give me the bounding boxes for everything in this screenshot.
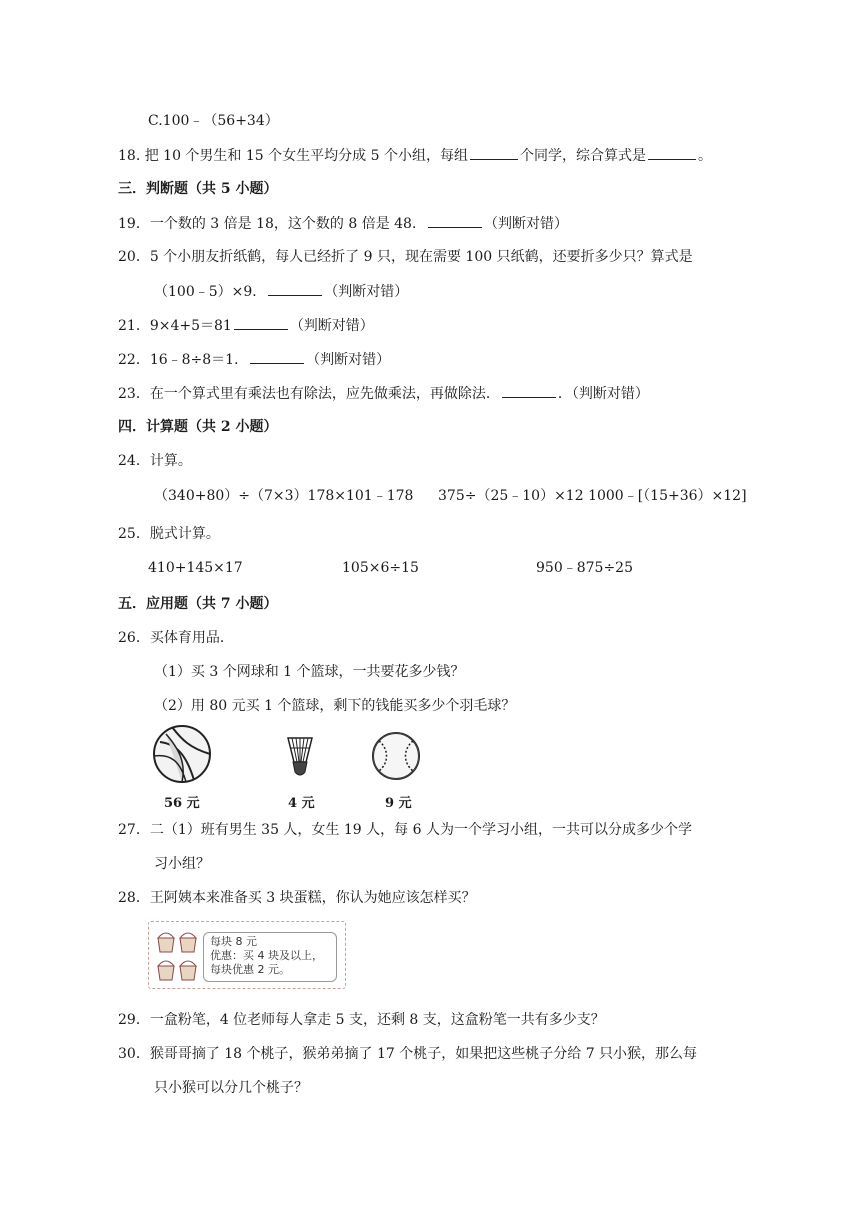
question-21: [118, 315, 374, 336]
q22-text: 22．16﹣8÷8＝1．: [118, 352, 249, 368]
question-20-cont: [154, 281, 408, 302]
q24-expression-1: （340+80）÷（7×3）178×101﹣178: [154, 488, 414, 504]
question-30-cont: 只小猴可以分几个桃子？: [154, 1080, 308, 1096]
cake-note-line-3: 每块优惠 2 元。: [210, 963, 290, 976]
q23-judge: ．（判断对错）: [557, 386, 649, 402]
section-5-heading: 五．应用题（共 7 小题）: [118, 596, 278, 612]
question-27-cont: 习小组？: [154, 856, 210, 872]
basketball-price: 56 元: [164, 796, 200, 811]
shuttlecock-price: 4 元: [288, 796, 315, 811]
answer-blank: [268, 281, 322, 296]
baseball-image: [371, 731, 421, 781]
shuttlecock-image: [282, 736, 318, 778]
q25-expression-2: 105×6÷15: [342, 560, 419, 576]
q20-expr: （100﹣5）×9．: [154, 284, 267, 300]
q18-text-a: 18. 把 10 个男生和 15 个女生平均分成 5 个小组，每组: [118, 148, 468, 164]
q25-expression-1: 410+145×17: [148, 560, 243, 576]
question-30: 30．猴哥哥摘了 18 个桃子，猴弟弟摘了 17 个桃子，如果把这些桃子分给 7 只小猴，那么每: [118, 1046, 698, 1062]
section-4-heading: 四．计算题（共 2 小题）: [118, 419, 278, 435]
question-20: 20．5 个小朋友折纸鹤，每人已经折了 9 只，现在需要 100 只纸鹤，还要折多少只？算式是: [118, 249, 693, 265]
answer-blank: [250, 349, 304, 364]
q18-text-c: 。: [697, 148, 712, 164]
question-19: [118, 213, 568, 234]
question-18: [118, 145, 712, 166]
cake-note-line-1: 每块 8 元: [210, 935, 257, 948]
q19-judge: （判断对错）: [483, 216, 568, 232]
answer-blank: [428, 213, 482, 228]
answer-blank: [470, 145, 518, 160]
baseball-price: 9 元: [385, 796, 412, 811]
question-28: 28．王阿姨本来准备买 3 块蛋糕，你认为她应该怎样买？: [118, 890, 476, 906]
question-27: 27．二（1）班有男生 35 人，女生 19 人，每 6 人为一个学习小组，一共可以分成多少个学: [118, 822, 692, 838]
q19-text: 19．一个数的 3 倍是 18，这个数的 8 倍是 48．: [118, 216, 426, 232]
q22-judge: （判断对错）: [306, 352, 391, 368]
section-3-heading: 三．判断题（共 5 小题）: [118, 181, 278, 197]
question-24: 24．计算。: [118, 453, 192, 469]
basketball-image: [152, 724, 212, 784]
question-23: [118, 383, 649, 404]
answer-blank: [502, 383, 556, 398]
q24-expression-2: 375÷（25﹣10）×12 1000﹣[（15+36）×12]: [438, 488, 747, 504]
q21-judge: （判断对错）: [289, 318, 374, 334]
q25-expression-3: 950﹣875÷25: [536, 560, 633, 576]
cake-price-note: [203, 932, 337, 982]
answer-blank: [234, 315, 288, 330]
q20-judge: （判断对错）: [324, 284, 409, 300]
q21-text: 21．9×4+5＝81: [118, 318, 232, 334]
q26-part-1: （1）买 3 个网球和 1 个篮球，一共要花多少钱？: [154, 664, 465, 680]
q23-text: 23．在一个算式里有乘法也有除法，应先做乘法，再做除法．: [118, 386, 500, 402]
answer-blank: [648, 145, 696, 160]
q26-part-2: （2）用 80 元买 1 个篮球，剩下的钱能买多少个羽毛球？: [154, 698, 516, 714]
question-29: 29．一盒粉笔，4 位老师每人拿走 5 支，还剩 8 支，这盒粉笔一共有多少支？: [118, 1012, 605, 1028]
cupcakes-image: [155, 928, 201, 984]
question-22: [118, 349, 390, 370]
cake-offer-card: [148, 921, 346, 989]
option-c: C.100﹣（56+34）: [148, 113, 279, 129]
cake-note-line-2: 优惠：买 4 块及以上，: [210, 949, 323, 962]
question-25: 25．脱式计算。: [118, 526, 220, 542]
q18-text-b: 个同学，综合算式是: [519, 148, 646, 164]
question-26: 26．买体育用品．: [118, 630, 234, 646]
